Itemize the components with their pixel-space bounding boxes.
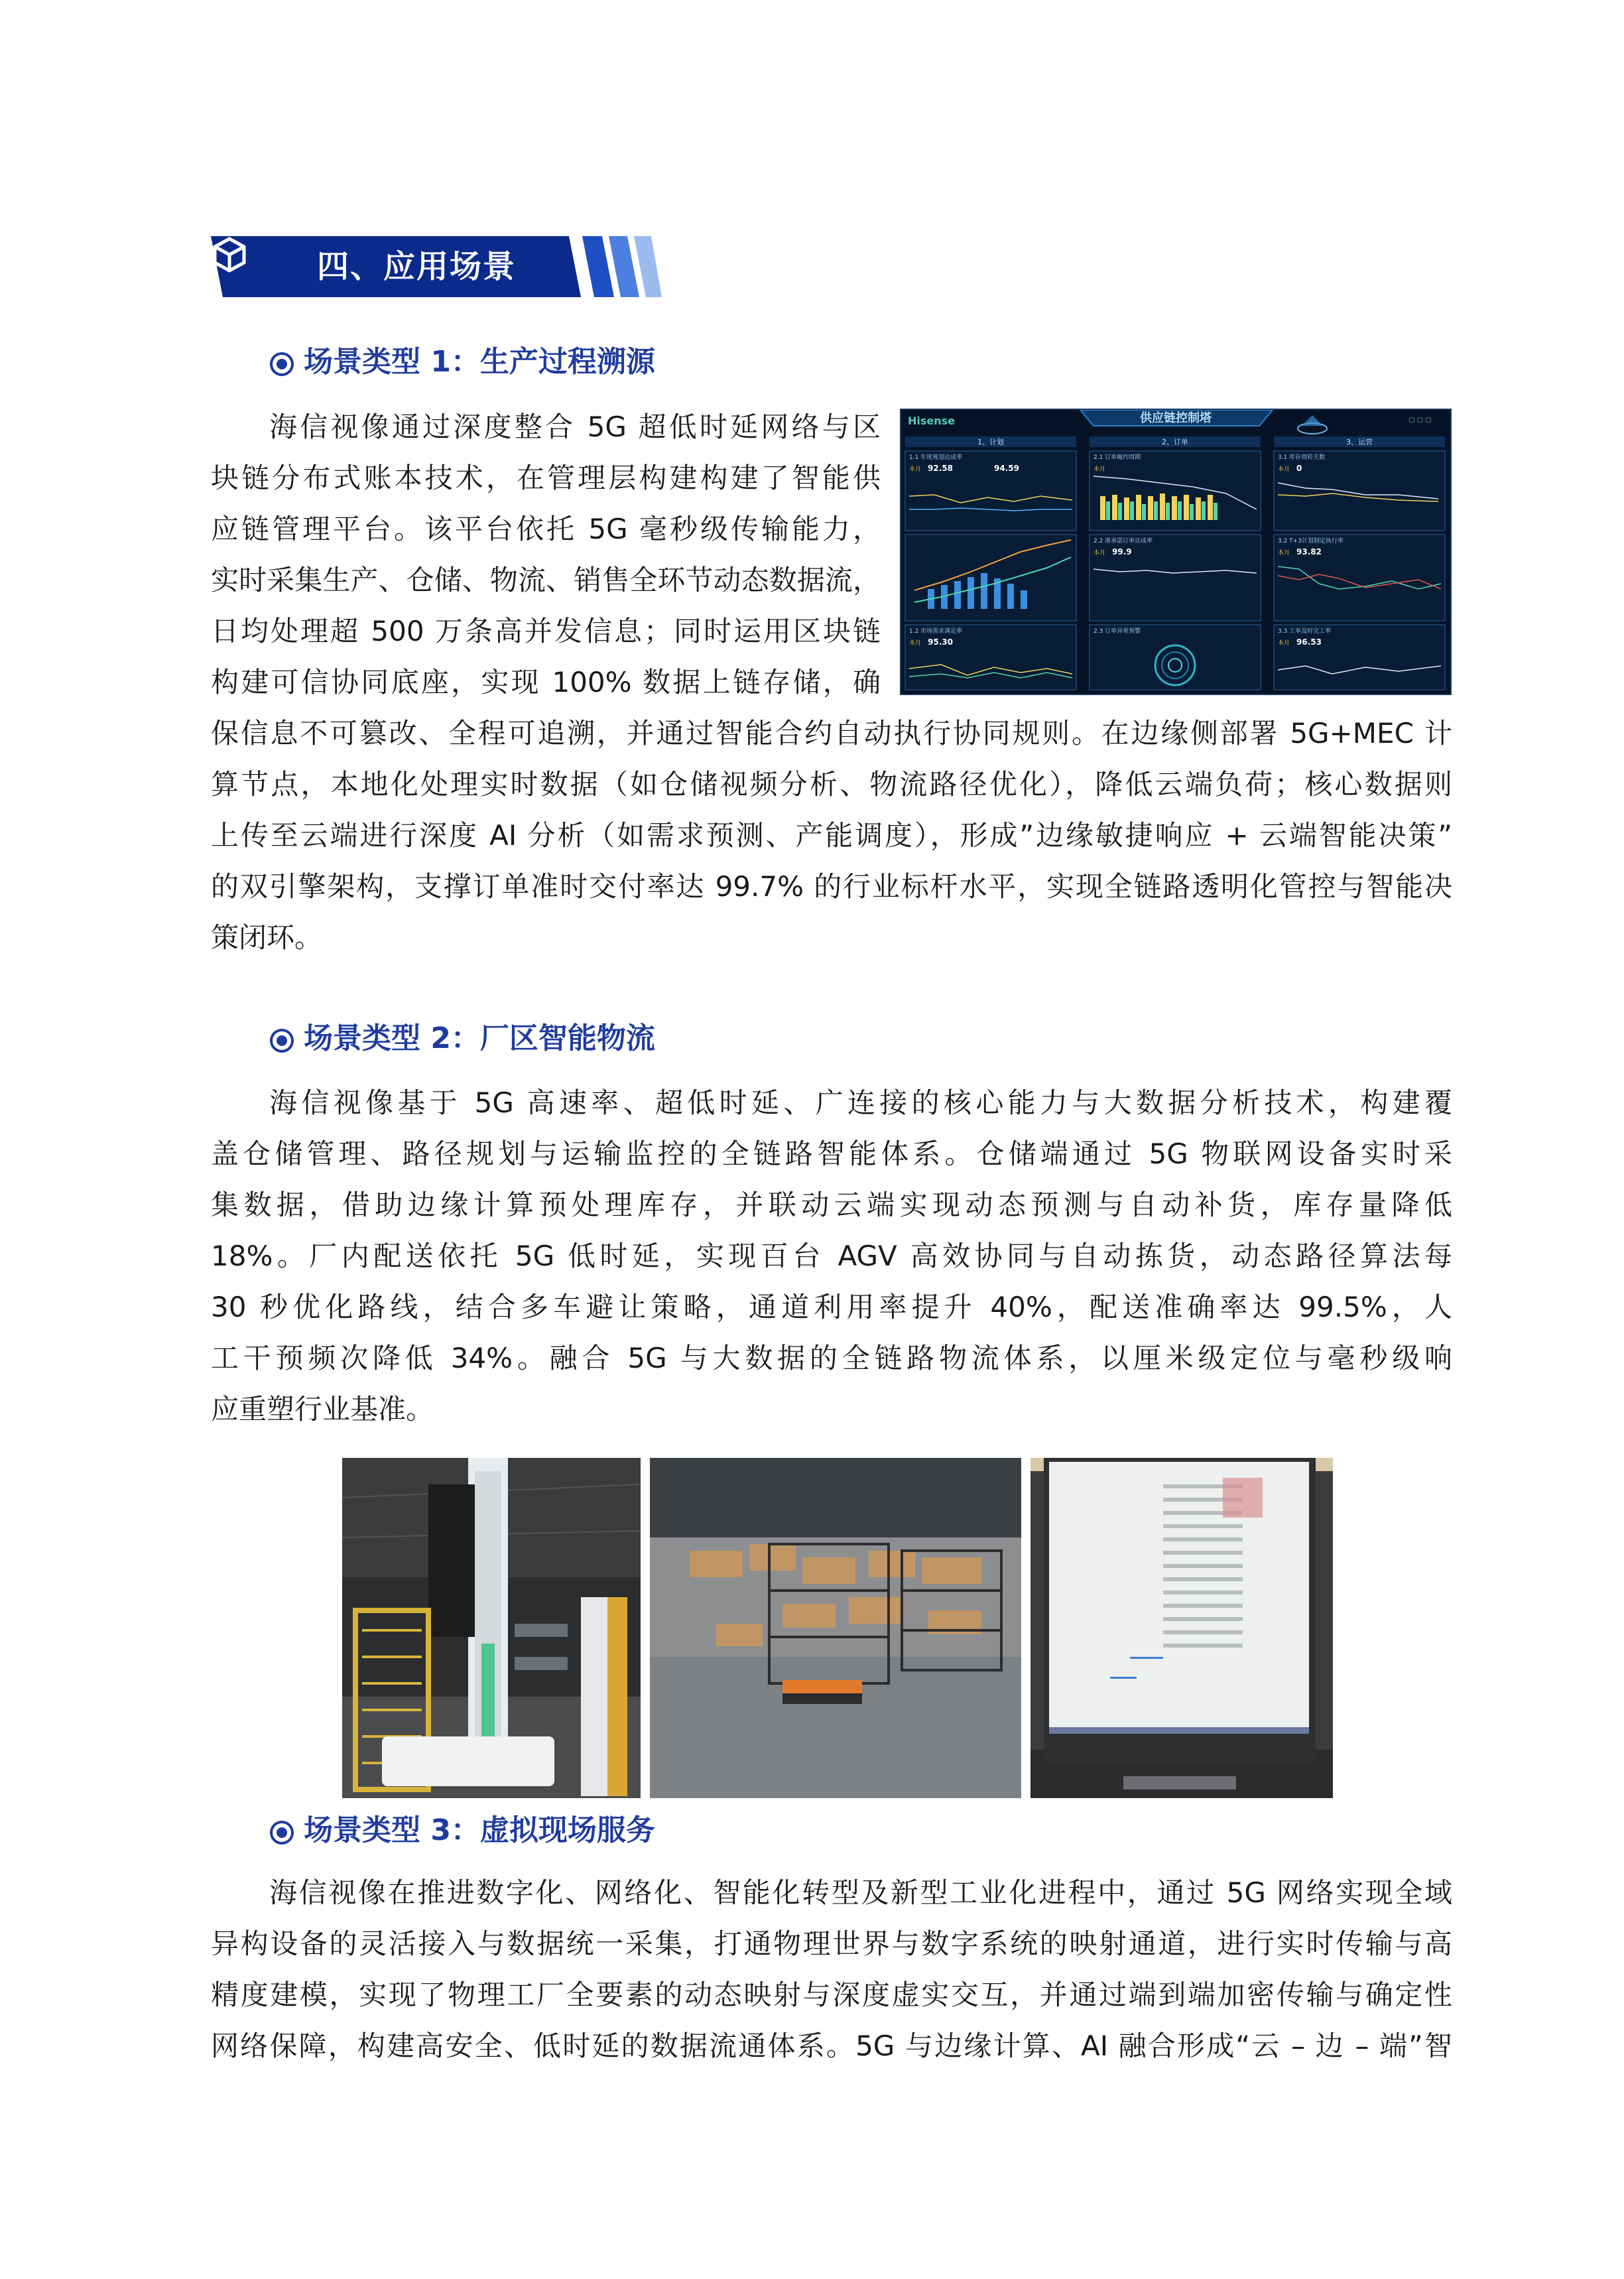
scenario3-heading-text: 场景类型 3：虚拟现场服务 xyxy=(304,1813,655,1847)
warehouse-shelves-photo xyxy=(650,1458,1021,1798)
row-label: 本月 xyxy=(909,640,922,647)
row-label: 本月 xyxy=(909,466,922,473)
paragraph-line: 30 秒优化路线，结合多车避让策略，通道利用率提升 40%，配送准确率达 99.5%，人 xyxy=(211,1291,1452,1323)
paragraph-line: 集数据，借助边缘计算预处理库存，并联动云端实现动态预测与自动补货，库存量降低 xyxy=(211,1189,1452,1221)
tile-value: 96.53 xyxy=(1296,637,1322,647)
scenario2-paragraph xyxy=(211,1077,1452,1435)
paragraph-line: 异构设备的灵活接入与数据统一采集，打通物理世界与数字系统的映射通道，进行实时传输与高 xyxy=(211,1927,1452,1960)
row-label: 本月 xyxy=(1278,550,1290,556)
tile-label: 2.1 订单履约周期 xyxy=(1093,454,1141,461)
col-label: 1、计划 xyxy=(977,438,1004,446)
agv-robot-photo xyxy=(342,1458,641,1798)
col-label: 3、运营 xyxy=(1346,438,1373,446)
paragraph-line: 策闭环。 xyxy=(211,921,323,954)
tile-label: 3.1 库存周转天数 xyxy=(1278,454,1326,461)
paragraph-line: 海信视像在推进数字化、网络化、智能化转型及新型工业化进程中，通过 5G 网络实现全域 xyxy=(269,1876,1452,1909)
col-label: 2、订单 xyxy=(1162,438,1188,446)
hisense-logo: Hisense xyxy=(908,415,956,427)
cube-icon xyxy=(211,236,248,273)
dashboard-drawing xyxy=(901,410,1450,694)
tile-label: 1.2 市场需求满足率 xyxy=(909,628,963,635)
monitor-screen-photo xyxy=(1031,1458,1333,1798)
tile-value: 92.58 xyxy=(928,464,953,473)
scenario1-para-wrapped xyxy=(211,401,881,708)
scenario2-heading xyxy=(269,1019,655,1059)
paragraph-line: 精度建模，实现了物理工厂全要素的动态映射与深度虚实交互，并通过端到端加密传输与确定性 xyxy=(211,1979,1452,2011)
row-label: 本月 xyxy=(1278,466,1290,473)
paragraph-line: 盖仓储管理、路径规划与运输监控的全链路智能体系。仓储端通过 5G 物联网设备实时采 xyxy=(211,1138,1452,1170)
paragraph-line: 保信息不可篡改、全程可追溯，并通过智能合约自动执行协同规则。在边缘侧部署 5G+MEC 计 xyxy=(211,717,1452,749)
paragraph-line: 网络保障，构建高安全、低时延的数据流通体系。5G 与边缘计算、AI 融合形成“云 – 边 – 端”智 xyxy=(211,2030,1452,2062)
section-banner xyxy=(211,236,662,297)
tile-value: 99.9 xyxy=(1112,547,1132,556)
scenario3-heading xyxy=(269,1811,655,1851)
scenario1-para-full xyxy=(211,708,1452,963)
paragraph-line: 实时采集生产、仓储、物流、销售全环节动态数据流， xyxy=(211,564,881,596)
paragraph-line: 构建可信协同底座，实现 100% 数据上链存储，确 xyxy=(211,666,881,698)
tile-value: 0 xyxy=(1296,464,1302,473)
row-label: 本月 xyxy=(1093,466,1106,473)
paragraph-line: 应重塑行业基准。 xyxy=(211,1393,434,1425)
tile-value: 95.30 xyxy=(928,637,953,647)
dashboard-title: 供应链控制塔 xyxy=(1140,411,1212,425)
target-bullet-icon xyxy=(269,352,294,377)
paragraph-line: 海信视像基于 5G 高速率、超低时延、广连接的核心能力与大数据分析技术，构建覆 xyxy=(269,1086,1452,1119)
paragraph-line: 的双引擎架构，支撑订单准时交付率达 99.7% 的行业标杆水平，实现全链路透明化管控与智能决 xyxy=(211,870,1452,903)
tile-label: 3.2 T+3计划制定执行率 xyxy=(1278,538,1343,545)
tile-value: 94.59 xyxy=(994,464,1019,473)
tile-label: 2.3 订单异常预警 xyxy=(1093,628,1141,635)
paragraph-line: 海信视像通过深度整合 5G 超低时延网络与区 xyxy=(269,411,881,443)
tile-value: 93.82 xyxy=(1296,547,1322,556)
target-bullet-icon xyxy=(269,1820,294,1845)
target-bullet-icon xyxy=(269,1028,294,1053)
paragraph-line: 上传至云端进行深度 AI 分析（如需求预测、产能调度），形成”边缘敏捷响应 + 云端智能决策” xyxy=(211,819,1452,852)
paragraph-line: 块链分布式账本技术，在管理层构建构建了智能供 xyxy=(211,462,881,494)
paragraph-line: 日均处理超 500 万条高并发信息；同时运用区块链 xyxy=(211,615,881,647)
scenario2-heading-text: 场景类型 2：厂区智能物流 xyxy=(304,1021,655,1055)
tile-label: 3.3 工单及时完工率 xyxy=(1278,628,1332,635)
scenario1-heading xyxy=(269,342,655,382)
paragraph-line: 算节点，本地化处理实时数据（如仓储视频分析、物流路径优化），降低云端负荷；核心数据则 xyxy=(211,768,1452,801)
svg-text:▢ ▢ ▢: ▢ ▢ ▢ xyxy=(1408,417,1432,424)
scenario3-paragraph xyxy=(211,1867,1452,2071)
section-title: 四、应用场景 xyxy=(317,248,517,285)
paragraph-line: 应链管理平台。该平台依托 5G 毫秒级传输能力， xyxy=(211,513,881,545)
row-label: 本月 xyxy=(1093,550,1106,556)
row-label: 本月 xyxy=(1278,640,1290,647)
paragraph-line: 18%。厂内配送依托 5G 低时延，实现百台 AGV 高效协同与自动拣货，动态路径算法每 xyxy=(211,1240,1452,1272)
paragraph-line: 工干预频次降低 34%。融合 5G 与大数据的全链路物流体系，以厘米级定位与毫秒级响 xyxy=(211,1342,1452,1374)
supply-chain-dashboard-image xyxy=(900,409,1452,695)
tile-label: 2.2 准承诺订单达成率 xyxy=(1093,538,1153,545)
tile-label: 1.1 年度规划达成率 xyxy=(909,454,963,461)
scenario1-heading-text: 场景类型 1：生产过程溯源 xyxy=(304,345,655,379)
